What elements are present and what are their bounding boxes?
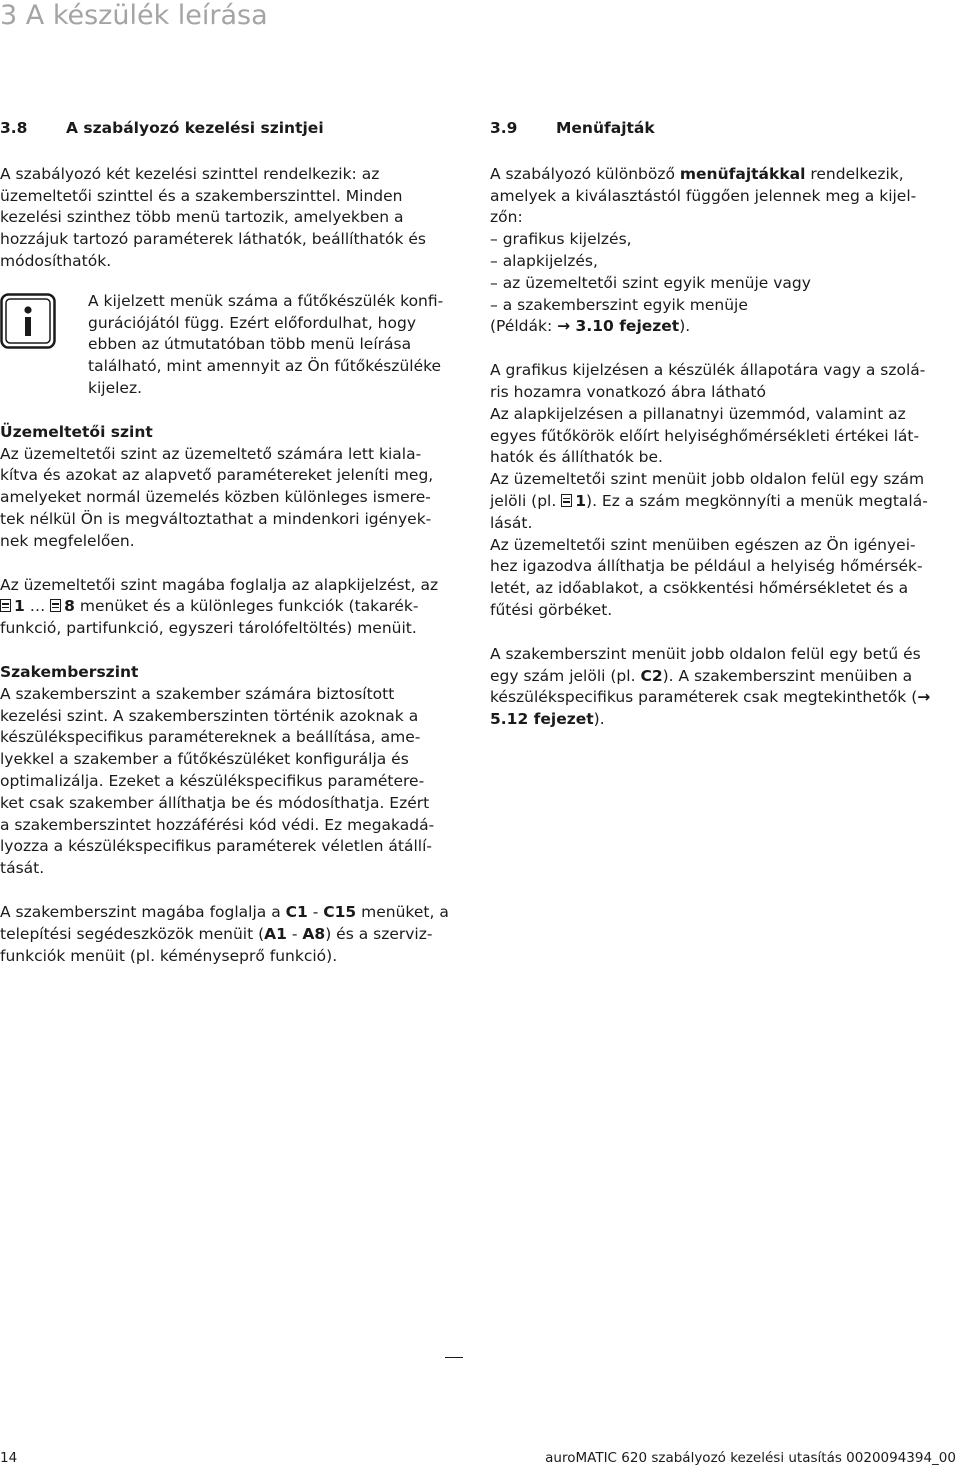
operator-level-heading: Üzemeltetői szint bbox=[0, 422, 153, 441]
menu-icon bbox=[0, 599, 11, 612]
section-title: A szabályozó kezelési szintjei bbox=[66, 119, 324, 137]
spec-menus-text-1: A szakemberszint magába foglalja a bbox=[0, 902, 286, 921]
operator-menu-settings-text: Az üzemeltetői szint menüiben egészen az Ön igényei- hez igazodva állíthatja be például a helyiség hőmérsék- letét, az időablakot, a csökkentési hőmérsékletet és a fűtési görbéket. bbox=[490, 535, 923, 619]
left-column bbox=[0, 118, 470, 967]
specialist-level-heading: Szakemberszint bbox=[0, 662, 139, 681]
intro-post: rendelkezik, amelyek a kiválasztástól függően jelennek meg a kijel- zőn: bbox=[490, 164, 917, 227]
operator-menu-number-text bbox=[490, 469, 960, 534]
op-menu-to: 8 bbox=[64, 597, 75, 616]
operator-level-menus bbox=[0, 575, 470, 640]
info-note-text: A kijelzett menük száma a fűtőkészülék konfi- gurációjától függ. Ezért előfordulhat, hogy ebben az útmutatóban több menü leírása található, mint amennyit az Ön fűtőkészüléke kijelez. bbox=[88, 291, 444, 397]
list-item: – alapkijelzés, bbox=[490, 251, 960, 273]
menu-types-intro bbox=[490, 164, 960, 229]
intro-paragraph: A szabályozó két kezelési szinttel rendelkezik: az üzemeltetői szinttel és a szakemberszinttel. Minden kezelési szinthez több menü tartozik, amelyekben a hozzájuk tartozó paraméterek láthatók, beállíthatók és módosíthatók. bbox=[0, 164, 426, 270]
op-menu-sep: … bbox=[24, 597, 51, 616]
menu-code-c1: C1 bbox=[285, 902, 308, 921]
menu-icon bbox=[50, 599, 61, 612]
intro-pre: A szabályozó különböző bbox=[490, 164, 680, 183]
graphic-display-text: A grafikus kijelzésen a készülék állapotára vagy a szolá- ris hozamra vonatkozó ábra látható Az alapkijelzésen a pillanatnyi üzemmód, valamint az egyes fűtőkörök előírt helyiséghőmérsékleti értékei lát- hatók és állíthatók be. bbox=[490, 361, 926, 467]
section-heading-3-9 bbox=[490, 118, 960, 140]
menu-code-c2: C2 bbox=[640, 666, 663, 685]
op-menus-post: menüket és a különleges funkciók (takarék- funkció, partifunkció, egyszeri tárolófeltöltés) menüit. bbox=[0, 597, 419, 638]
info-icon bbox=[0, 293, 56, 349]
section-number: 3.9 bbox=[490, 119, 518, 137]
menu-code-a8: A8 bbox=[302, 924, 326, 943]
chapter-reference: 5.12 fejezet bbox=[490, 710, 594, 729]
spec-menus-text-3: ) és a szerviz- funkciók menüit (pl. kéményseprő funkció). bbox=[0, 924, 433, 965]
section-heading-3-8 bbox=[0, 118, 470, 140]
page-header-title: 3 A készülék leírása bbox=[0, 0, 268, 31]
op-menu-number: 1 bbox=[575, 491, 587, 510]
op-menu-post: ). Ez a szám megkönnyíti a menük megtalá- lását. bbox=[490, 491, 928, 532]
section-title: Menüfajták bbox=[556, 119, 655, 137]
page-divider bbox=[445, 1357, 463, 1358]
arrow-icon: → bbox=[917, 688, 931, 707]
page-number: 14 bbox=[0, 1450, 18, 1466]
op-menu-pre: Az üzemeltetői szint menüit jobb oldalon felül egy szám jelöli (pl. bbox=[490, 470, 925, 510]
examples-reference bbox=[490, 316, 960, 338]
document-footer: auroMATIC 620 szabályozó kezelési utasítás 0020094394_00 bbox=[545, 1450, 956, 1466]
dash: - bbox=[286, 924, 303, 943]
chapter-reference: 3.10 fejezet bbox=[570, 317, 680, 336]
intro-bold: menüfajtákkal bbox=[679, 164, 806, 183]
example-pre: (Példák: bbox=[490, 317, 558, 336]
specialist-level-menus bbox=[0, 902, 470, 967]
menu-icon bbox=[561, 494, 572, 507]
menu-types-list bbox=[490, 229, 960, 316]
dash: - bbox=[307, 902, 324, 921]
list-item: – grafikus kijelzés, bbox=[490, 229, 960, 251]
list-item: – az üzemeltetői szint egyik menüje vagy bbox=[490, 273, 960, 295]
spec-pre: A szakemberszint menüit jobb oldalon felül egy betű és egy szám jelöli (pl. bbox=[490, 644, 921, 685]
list-item: – a szakemberszint egyik menüje bbox=[490, 295, 960, 317]
spec-post: ). bbox=[593, 710, 605, 729]
operator-level-text: Az üzemeltetői szint az üzemeltető számára lett kiala- kítva és azokat az alapvető paramétereket jeleníti meg, amelyeket normál üzemelés közben különleges ismere- tek nélkül Ön is megváltoztathat a mindenkori igények- nek megfelelően. bbox=[0, 444, 434, 550]
section-number: 3.8 bbox=[0, 119, 28, 137]
spec-menus-text-2: menüket, a telepítési segédeszközök menüit ( bbox=[0, 902, 449, 943]
right-column bbox=[490, 118, 960, 731]
spec-mid: ). A szakemberszint menüiben a készülékspecifikus paraméterek csak megtekinthetők ( bbox=[490, 666, 918, 707]
specialist-level-text: A szakemberszint a szakember számára biztosított kezelési szint. A szakemberszinten történik azoknak a készülékspecifikus paramétereknek a beállítása, ame- lyekkel a szakember a fűtőkészüléket konfigurálja és optimalizálja. Ezeket a készülékspecifikus paramétere- ket csak szakember állíthatja be és módosíthatja. Ezért a szakemberszintet hozzáférési kód védi. Ez megakadá- lyozza a készülékspecifikus paraméterek véletlen átállí- tását. bbox=[0, 684, 435, 878]
example-post: ). bbox=[679, 317, 691, 336]
specialist-menu-text bbox=[490, 644, 960, 731]
menu-code-c15: C15 bbox=[323, 902, 357, 921]
arrow-icon: → bbox=[557, 317, 571, 336]
op-menus-pre: Az üzemeltetői szint magába foglalja az alapkijelzést, az bbox=[0, 575, 439, 594]
op-menu-from: 1 bbox=[14, 597, 25, 616]
info-note bbox=[0, 291, 470, 400]
menu-code-a1: A1 bbox=[264, 924, 287, 943]
